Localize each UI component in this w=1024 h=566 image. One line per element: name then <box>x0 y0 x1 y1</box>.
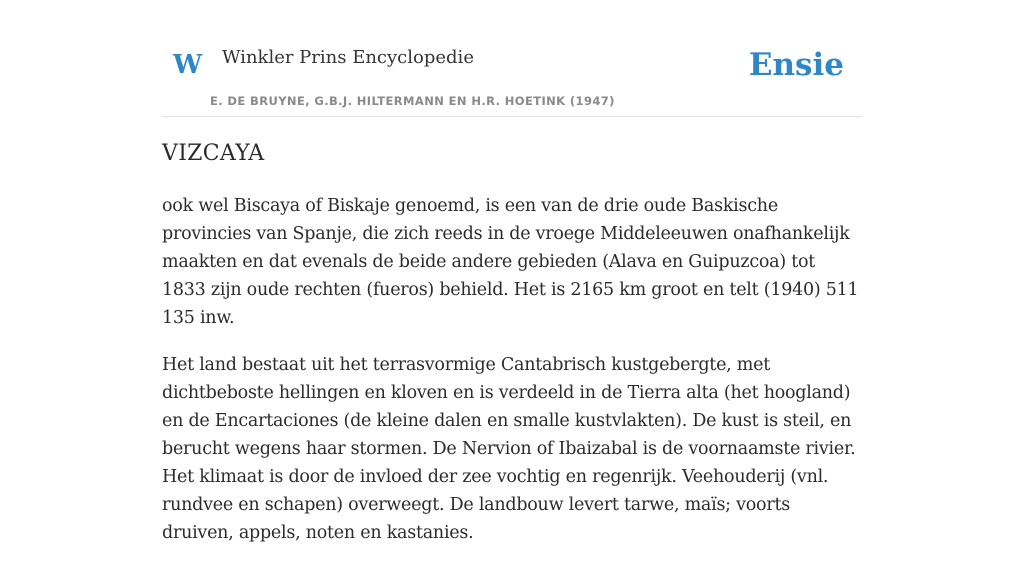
brand-logo[interactable]: Ensie <box>748 47 844 83</box>
entry-title: VIZCAYA <box>162 141 265 166</box>
site-title[interactable]: Winkler Prins Encyclopedie <box>222 47 474 68</box>
paragraph: Het land bestaat uit het terrasvormige Cantabrisch kustgebergte, met dichtbeboste hellingen en kloven en is verdeeld in de Tierra alta (het hoogland) en de Encartaciones (de kleine dalen en smalle kustvlakten). De kust is steil, en berucht wegens haar stormen. De Nervion of Ibaizabal is de voornaamste rivier. Het klimaat is door de invloed der zee vochtig en regenrijk. Veehouderij (vnl. rundvee en schapen) overweegt. De landbouw levert tarwe, maïs; voorts druiven, appels, noten en kastanies. <box>162 355 856 543</box>
paragraph: ook wel Biscaya of Biskaje genoemd, is een van de drie oude Baskische provincies van Spanje, die zich reeds in de vroege Middeleeuwen onafhankelijk maakten en dat evenals de beide andere gebieden (Alava en Guipuzcoa) tot 1833 zijn oude rechten (fueros) behield. Het is 2165 km groot en telt (1940) 511 135 inw. <box>162 196 859 328</box>
page <box>162 0 862 543</box>
site-logo-icon[interactable]: W <box>173 50 203 80</box>
entry-body <box>162 192 862 566</box>
header <box>162 0 862 117</box>
authors-line: E. DE BRUYNE, G.B.J. HILTERMANN EN H.R. HOETINK (1947) <box>210 94 615 108</box>
